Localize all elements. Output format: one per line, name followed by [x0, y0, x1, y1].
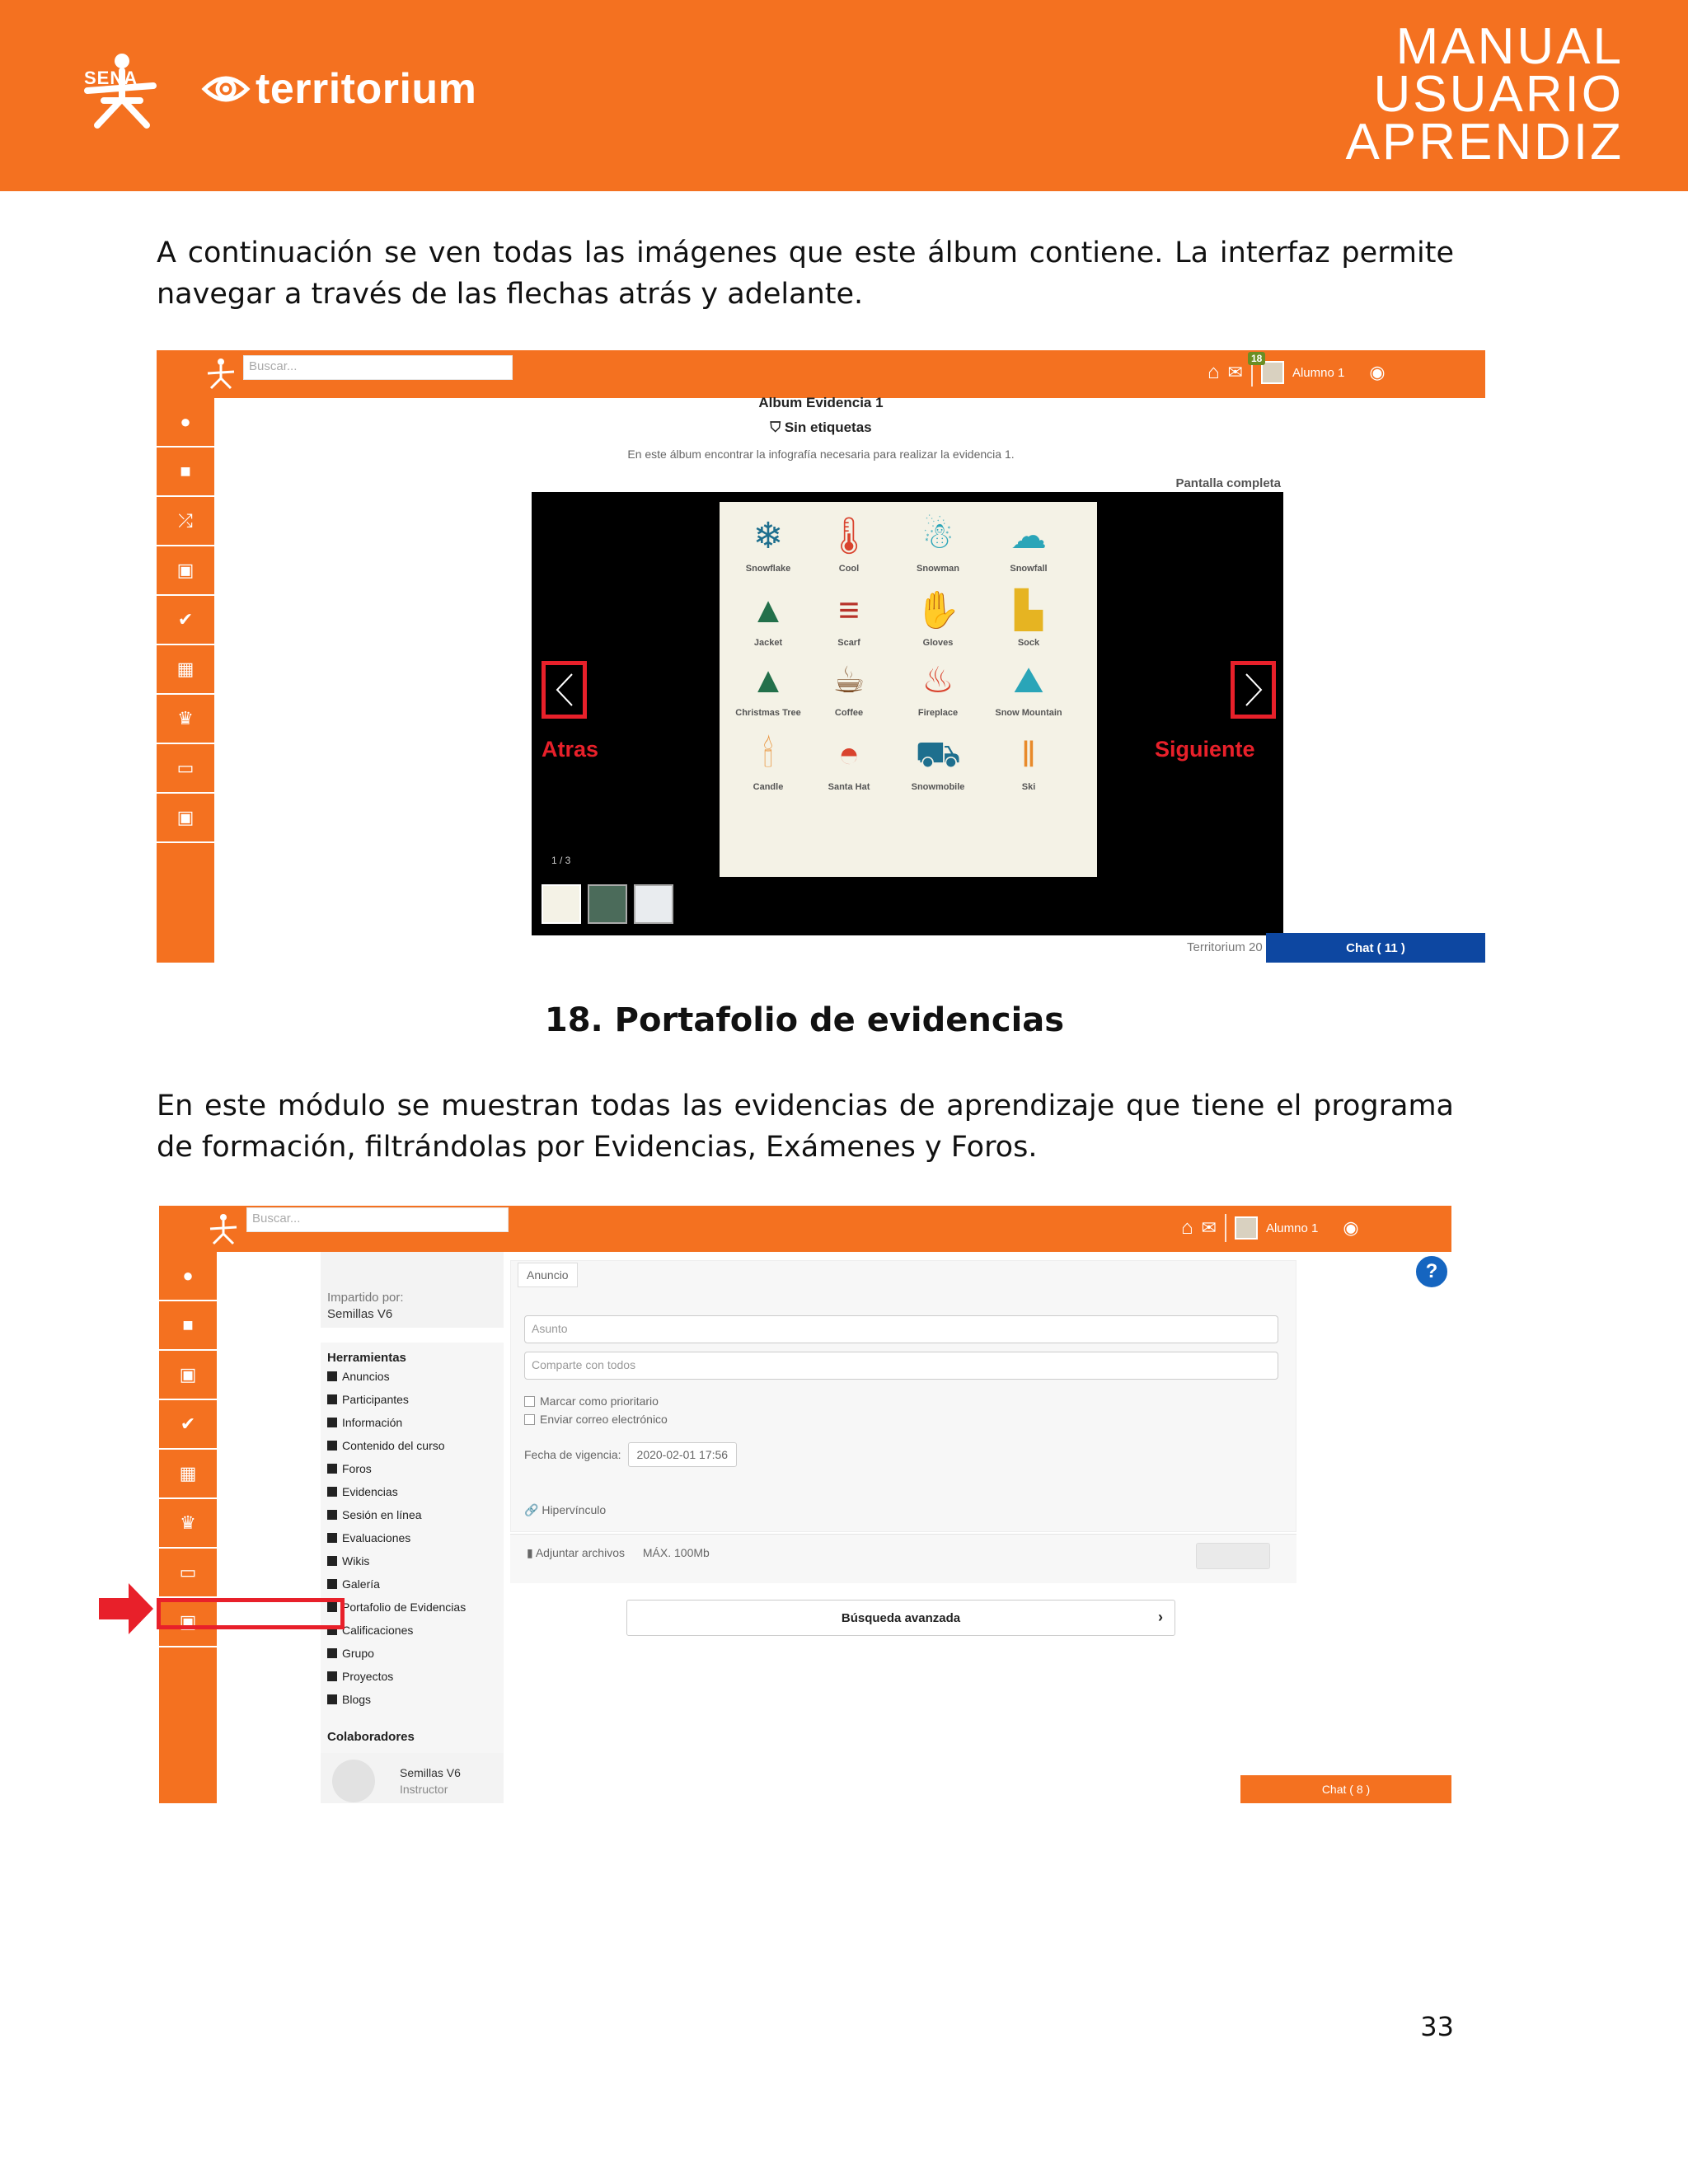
next-label: Siguiente	[1155, 737, 1255, 762]
chevron-left-icon	[552, 671, 577, 709]
document-header	[0, 0, 1688, 191]
user-name[interactable]: Alumno 1	[1265, 1221, 1319, 1235]
sena-small-logo-icon	[207, 1212, 240, 1245]
infographic-caption: Snowman	[917, 563, 959, 574]
project-icon	[327, 1671, 337, 1681]
file-icon: ▮	[527, 1546, 536, 1559]
date-input[interactable]: 2020-02-01 17:56	[628, 1442, 738, 1467]
tool-item-foros[interactable]	[321, 1457, 504, 1480]
infographic-caption: Santa Hat	[828, 781, 870, 792]
notification-badge: 18	[1248, 352, 1265, 365]
imparted-value: Semillas V6	[327, 1307, 393, 1321]
infographic-caption: Snowflake	[745, 563, 791, 574]
tool-item-galeria[interactable]	[321, 1572, 504, 1596]
attach-label[interactable]	[527, 1546, 710, 1560]
infographic-item	[804, 513, 894, 574]
check-circle-icon[interactable]: ✔	[157, 596, 214, 645]
side-navigation	[157, 398, 214, 963]
checkbox-label: Marcar como prioritario	[540, 1394, 659, 1408]
tool-label: Wikis	[342, 1554, 370, 1568]
manual-title	[1345, 18, 1624, 171]
check-circle-icon[interactable]: ✔	[159, 1400, 217, 1450]
infographic-caption: Snowmobile	[911, 781, 965, 792]
infographic-caption: Jacket	[753, 637, 783, 648]
priority-checkbox[interactable]	[524, 1394, 659, 1408]
list-icon	[327, 1418, 337, 1427]
collaborator-info	[400, 1765, 461, 1797]
share-select[interactable]: Comparte con todos	[524, 1352, 1278, 1380]
subject-input[interactable]: Asunto	[524, 1315, 1278, 1343]
tool-label: Blogs	[342, 1693, 372, 1706]
app-topbar	[159, 1206, 1451, 1252]
album-title: Album Evidencia 1	[758, 395, 884, 410]
tool-label: Galería	[342, 1577, 380, 1591]
territorium-eye-icon[interactable]: ◉	[1369, 362, 1386, 382]
infographic-item	[723, 731, 814, 792]
announcement-form	[510, 1260, 1296, 1532]
infographic-item	[893, 587, 983, 648]
checkbox-icon	[524, 1396, 535, 1407]
infographic-item	[723, 587, 814, 648]
sena-small-logo-icon	[204, 357, 237, 390]
help-button[interactable]: ?	[1414, 1254, 1450, 1290]
email-checkbox[interactable]	[524, 1413, 668, 1426]
tool-item-wikis[interactable]	[321, 1549, 504, 1572]
infographic-item	[804, 657, 894, 718]
image-counter: 1 / 3	[551, 855, 571, 866]
collaborator-avatar	[332, 1760, 375, 1802]
infographic-item	[804, 587, 894, 648]
checkbox-label: Enviar correo electrónico	[540, 1413, 668, 1426]
territorium-eye-icon[interactable]: ◉	[1343, 1217, 1359, 1238]
collaborator-role: Instructor	[400, 1783, 448, 1796]
topbar-actions	[1207, 359, 1386, 387]
home-icon[interactable]: ⌂	[1207, 361, 1220, 383]
mail-icon[interactable]: ✉	[1227, 362, 1243, 382]
infographic-glyph-icon: ☃	[921, 515, 954, 556]
tool-item-anuncios[interactable]	[321, 1365, 504, 1388]
trophy-icon[interactable]: ♛	[157, 695, 214, 744]
infographic-item	[893, 657, 983, 718]
topbar-actions	[1181, 1214, 1359, 1242]
infographic-caption: Snowfall	[1010, 563, 1048, 574]
users-icon	[327, 1394, 337, 1404]
attach-text: Adjuntar archivos	[535, 1546, 625, 1559]
tab-anuncio[interactable]: Anuncio	[518, 1263, 578, 1287]
infographic-item	[893, 513, 983, 574]
brand-name: territorium	[256, 65, 477, 113]
video-icon	[327, 1510, 337, 1520]
tool-label: Proyectos	[342, 1670, 394, 1683]
infographic-glyph-icon: 🕯	[762, 733, 774, 775]
fullscreen-link[interactable]: Pantalla completa	[1175, 476, 1281, 490]
divider	[1225, 1214, 1226, 1242]
home-icon[interactable]: ⌂	[1181, 1216, 1193, 1239]
album-tags	[157, 419, 1485, 436]
content-icon	[327, 1441, 337, 1451]
thumbnail[interactable]	[634, 884, 673, 924]
grid-icon[interactable]: ▣	[159, 1598, 217, 1647]
grid-icon[interactable]: ▣	[157, 794, 214, 843]
infographic-caption: Cool	[838, 563, 860, 574]
chat-button[interactable]: Chat ( 8 )	[1240, 1775, 1451, 1803]
user-name[interactable]: Alumno 1	[1292, 365, 1345, 380]
mail-icon[interactable]: ✉	[1201, 1217, 1217, 1238]
infographic-caption: Snow Mountain	[995, 707, 1062, 718]
blog-icon	[327, 1694, 337, 1704]
intro-paragraph: A continuación se ven todas las imágenes que este álbum contiene. La interfaz permite navegar a través de las flechas atrás y adelante.	[157, 237, 1454, 311]
imparted-by	[321, 1252, 504, 1328]
red-arrow-icon	[99, 1583, 153, 1634]
sena-label: SENA	[84, 68, 138, 88]
imparted-label: Impartido por:	[327, 1291, 404, 1305]
exam-icon	[327, 1533, 337, 1543]
tool-label: Participantes	[342, 1393, 409, 1406]
forum-icon	[327, 1464, 337, 1474]
infographic-item	[983, 513, 1074, 574]
group-icon	[327, 1648, 337, 1658]
check-circle-icon	[327, 1487, 337, 1497]
avatar[interactable]	[1235, 1216, 1258, 1240]
grid-icon[interactable]: ▣	[157, 546, 214, 596]
user-icon[interactable]: ●	[159, 1252, 217, 1301]
page-number: 33	[1420, 2011, 1454, 2042]
collaborators-heading: Colaboradores	[327, 1730, 415, 1744]
trophy-icon[interactable]: ♛	[159, 1499, 217, 1549]
infographic-glyph-icon: 🌡	[826, 515, 872, 556]
infographic-glyph-icon: ❄	[753, 515, 784, 556]
max-size: MÁX. 100Mb	[642, 1546, 710, 1559]
thumbnail-strip	[542, 884, 673, 924]
tool-label: Evaluaciones	[342, 1531, 411, 1544]
tool-item-grupo[interactable]	[321, 1642, 504, 1665]
tool-item-blogs[interactable]	[321, 1688, 504, 1711]
tool-label: Foros	[342, 1462, 372, 1475]
infographic-glyph-icon: ✋	[915, 589, 961, 630]
validity-date	[524, 1442, 737, 1467]
infographic-glyph-icon: ≡	[838, 589, 860, 630]
user-icon[interactable]: ●	[157, 398, 214, 448]
date-label: Fecha de vigencia:	[524, 1448, 621, 1461]
tool-label: Calificaciones	[342, 1624, 414, 1637]
app-topbar	[157, 350, 1485, 398]
tool-item-evaluaciones[interactable]	[321, 1526, 504, 1549]
prev-arrow-button[interactable]	[542, 661, 587, 719]
attach-files-row	[510, 1534, 1296, 1583]
footer-text: Territorium 20	[1187, 940, 1263, 954]
tool-item-contenido[interactable]	[321, 1434, 504, 1457]
infographic-glyph-icon: ◓	[837, 733, 860, 775]
calendar-icon[interactable]: ▦	[159, 1450, 217, 1499]
thumbnail[interactable]	[588, 884, 627, 924]
infographic-item	[983, 587, 1074, 648]
infographic-caption: Fireplace	[917, 707, 959, 718]
infographic-item	[804, 731, 894, 792]
tool-item-sesion[interactable]	[321, 1503, 504, 1526]
hyperlink-label: Hipervínculo	[542, 1503, 607, 1516]
infographic-item	[723, 513, 814, 574]
tag-icon: ⛉	[770, 419, 785, 435]
calendar-icon[interactable]: ▦	[157, 645, 214, 695]
chevron-right-icon	[1241, 671, 1266, 709]
tags-text: Sin etiquetas	[784, 419, 872, 435]
tool-item-informacion[interactable]	[321, 1411, 504, 1434]
infographic-glyph-icon: ▲	[750, 659, 786, 701]
infographic-glyph-icon: ⛰	[1013, 659, 1044, 701]
tool-label: Portafolio de Evidencias	[342, 1601, 467, 1614]
tool-label: Contenido del curso	[342, 1439, 445, 1452]
infographic-glyph-icon: ♨	[921, 659, 954, 701]
tool-item-portafolio[interactable]	[321, 1596, 504, 1619]
hyperlink-link[interactable]	[524, 1503, 606, 1517]
next-arrow-button[interactable]	[1231, 661, 1276, 719]
tool-item-calificaciones[interactable]	[321, 1619, 504, 1642]
infographic-caption: Coffee	[834, 707, 864, 718]
prev-label: Atras	[542, 737, 599, 762]
inbox-icon[interactable]: ▭	[157, 744, 214, 794]
image-icon	[327, 1579, 337, 1589]
tool-item-evidencias[interactable]	[321, 1480, 504, 1503]
search-input[interactable]: Buscar...	[246, 1207, 509, 1232]
collaborator-card[interactable]	[321, 1753, 504, 1803]
section-title: 18. Portafolio de evidencias	[544, 1001, 1065, 1039]
infographic-glyph-icon: ▙	[1015, 589, 1043, 630]
territorium-brand	[201, 64, 476, 114]
infographic-item	[893, 731, 983, 792]
infographic-caption: Ski	[1021, 781, 1036, 792]
thumbnail[interactable]	[542, 884, 581, 924]
bookmark-icon	[327, 1556, 337, 1566]
territorium-eye-icon	[201, 64, 251, 114]
tools-heading: Herramientas	[327, 1351, 406, 1365]
advanced-search-button[interactable]	[626, 1600, 1175, 1636]
infographic-glyph-icon: ▲	[750, 589, 786, 630]
infographic-item	[983, 731, 1074, 792]
album-description: En este álbum encontrar la infografía necesaria para realizar la evidencia 1.	[627, 448, 1015, 461]
briefcase-icon[interactable]: ■	[159, 1301, 217, 1351]
avatar[interactable]	[1261, 361, 1284, 384]
infographic-item	[723, 657, 814, 718]
tool-item-participantes[interactable]	[321, 1388, 504, 1411]
infographic-caption: Christmas Tree	[735, 707, 801, 718]
highlight-box	[157, 1598, 345, 1629]
infographic-caption: Sock	[1017, 637, 1040, 648]
briefcase-icon[interactable]: ■	[157, 448, 214, 497]
tool-label: Sesión en línea	[342, 1508, 422, 1521]
bullet-icon	[327, 1371, 337, 1381]
collaborator-name: Semillas V6	[400, 1766, 461, 1779]
album-viewer-screenshot	[157, 350, 1485, 963]
infographic-glyph-icon: ‖	[1020, 733, 1037, 775]
chevron-right-icon: ›	[1158, 1609, 1163, 1625]
advanced-search-label: Búsqueda avanzada	[841, 1610, 961, 1625]
infographic-item	[983, 657, 1074, 718]
tool-label: Información	[342, 1416, 403, 1429]
manual-title-line1: MANUAL	[1395, 18, 1624, 75]
image-viewer	[532, 492, 1283, 935]
grid-icon[interactable]: ▣	[159, 1351, 217, 1400]
tool-label: Evidencias	[342, 1485, 398, 1498]
portfolio-screenshot	[159, 1206, 1451, 1803]
tool-item-proyectos[interactable]	[321, 1665, 504, 1688]
checkbox-icon	[524, 1414, 535, 1425]
link-icon: 🔗	[524, 1503, 542, 1516]
infographic-glyph-icon: ⛟	[915, 733, 961, 775]
winter-infographic	[720, 502, 1097, 877]
sena-logo-icon	[79, 49, 162, 129]
inbox-icon[interactable]: ▭	[159, 1549, 217, 1598]
side-navigation	[159, 1252, 217, 1803]
infographic-caption: Gloves	[922, 637, 954, 648]
section-paragraph: En este módulo se muestran todas las evidencias de aprendizaje que tiene el programa de formación, filtrándolas por Evidencias, Exámenes y Foros.	[157, 1090, 1454, 1164]
infographic-caption: Candle	[753, 781, 784, 792]
tool-label: Grupo	[342, 1647, 374, 1660]
tool-label: Anuncios	[342, 1370, 390, 1383]
course-left-panel	[321, 1252, 504, 1803]
infographic-glyph-icon: ☕	[832, 659, 865, 701]
infographic-glyph-icon: ☁	[1010, 515, 1047, 556]
manual-title-line3: APRENDIZ	[1345, 114, 1624, 171]
shuffle-icon[interactable]: ⤮	[157, 497, 214, 546]
chat-button[interactable]: Chat ( 11 )	[1266, 933, 1485, 963]
infographic-caption: Scarf	[837, 637, 860, 648]
manual-title-line2: USUARIO	[1373, 66, 1624, 123]
publish-button[interactable]	[1196, 1543, 1270, 1569]
search-input[interactable]: Buscar...	[243, 355, 513, 380]
